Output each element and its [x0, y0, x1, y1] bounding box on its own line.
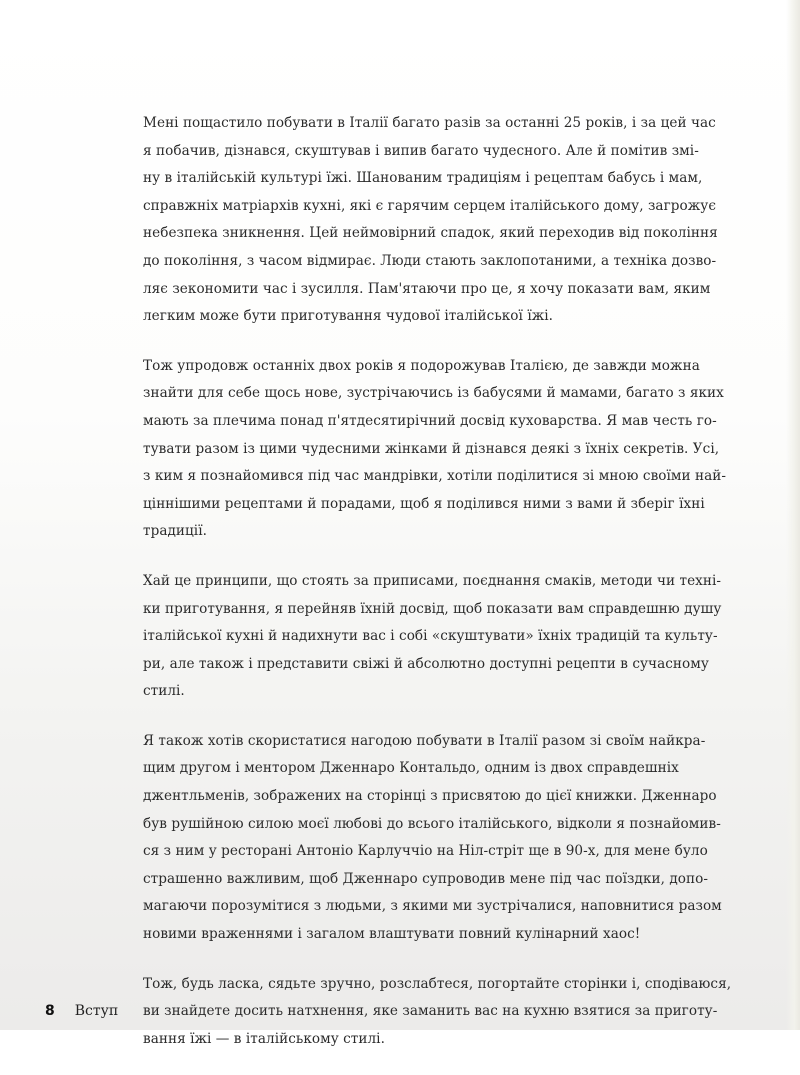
text-line: традиції.	[143, 523, 207, 540]
text-line: легким може бути приготування чудової італійської їжі.	[143, 308, 554, 325]
text-line: справжніх матріархів кухні, які є гарячим серцем італійського дому, загрожує	[143, 197, 716, 214]
text-line: Хай це принципи, що стоять за приписами, поєднання смаків, методи чи техні-	[143, 572, 722, 589]
section-name: Вступ	[74, 1003, 119, 1019]
text-line: знайти для себе щось нове, зустрічаючись із бабусями й мамами, багато з яких	[143, 385, 724, 402]
page-number: 8	[45, 1003, 55, 1019]
text-line: ви знайдете досить натхнення, яке заманить вас на кухню взятися за приготу-	[143, 1003, 718, 1020]
text-line: магаючи порозумітися з людьми, з якими ми зустрічалися, наповнитися разом	[143, 898, 722, 915]
text-line: страшенно важливим, щоб Дженнаро супроводив мене під час поїздки, допо-	[143, 870, 708, 887]
paragraph-2	[143, 353, 727, 546]
text-line: Тож упродовж останніх двох років я подорожував Італією, де завжди можна	[143, 357, 700, 374]
text-line: ри, але також і представити свіжі й абсолютно доступні рецепти в сучасному	[143, 655, 709, 672]
text-line: з ким я познайомився під час мандрівки, хотіли поділитися зі мною своїми най-	[143, 468, 727, 485]
paragraph-5	[143, 971, 732, 1054]
body-text	[143, 110, 732, 1075]
page-footer	[45, 1003, 118, 1019]
text-line: щим другом і ментором Дженнаро Контальдо, одним із двох справдешніх	[143, 760, 679, 777]
text-line: ки приготування, я перейняв їхній досвід, щоб показати вам справдешню душу	[143, 600, 722, 617]
text-line: тувати разом із цими чудесними жінками й дізнався деякі з їхніх секретів. Усі,	[143, 440, 720, 457]
text-line: Тож, будь ласка, сядьте зручно, розслабтеся, погортайте сторінки і, сподіваюся,	[143, 975, 732, 992]
text-line: ляє зекономити час і зусилля. Пам'ятаючи про це, я хочу показати вам, яким	[143, 280, 711, 297]
text-line: Я також хотів скористатися нагодою побувати в Італії разом зі своїм найкра-	[143, 732, 706, 749]
paragraph-3	[143, 568, 722, 706]
text-line: італійської кухні й надихнути вас і собі «скуштувати» їхніх традицій та культу-	[143, 628, 718, 645]
paragraph-1	[143, 110, 718, 331]
text-line: новими враженнями і загалом влаштувати повний кулінарний хаос!	[143, 926, 641, 943]
text-line: вання їжі — в італійському стилі.	[143, 1030, 385, 1047]
text-line: Мені пощастило побувати в Італії багато разів за останні 25 років, і за цей час	[143, 115, 716, 131]
text-line: я побачив, дізнався, скуштував і випив багато чудесного. Але й помітив змі-	[143, 142, 699, 159]
text-line: був рушійною силою моєї любові до всього італійського, відколи я познайомив-	[143, 815, 721, 832]
text-line: ся з ним у ресторані Антоніо Карлуччіо на Ніл-стріт ще в 90-х, для мене було	[143, 843, 708, 860]
text-line: ціннішими рецептами й порадами, щоб я поділився ними з вами й зберіг їхні	[143, 495, 705, 512]
text-line: джентльменів, зображених на сторінці з присвятою до цієї книжки. Дженнаро	[143, 788, 717, 805]
text-line: стилі.	[143, 683, 185, 700]
text-line: мають за плечима понад п'ятдесятирічний досвід куховарства. Я мав честь го-	[143, 412, 717, 429]
page-edge-shadow	[786, 0, 800, 1030]
text-line: до покоління, з часом відмирає. Люди стають заклопотаними, а техніка дозво-	[143, 252, 717, 269]
text-line: ну в італійській культурі їжі. Шанованим традиціям і рецептам бабусь і мам,	[143, 170, 703, 187]
text-line: небезпека зникнення. Цей неймовірний спадок, який переходив від покоління	[143, 225, 718, 242]
paragraph-4	[143, 728, 722, 949]
